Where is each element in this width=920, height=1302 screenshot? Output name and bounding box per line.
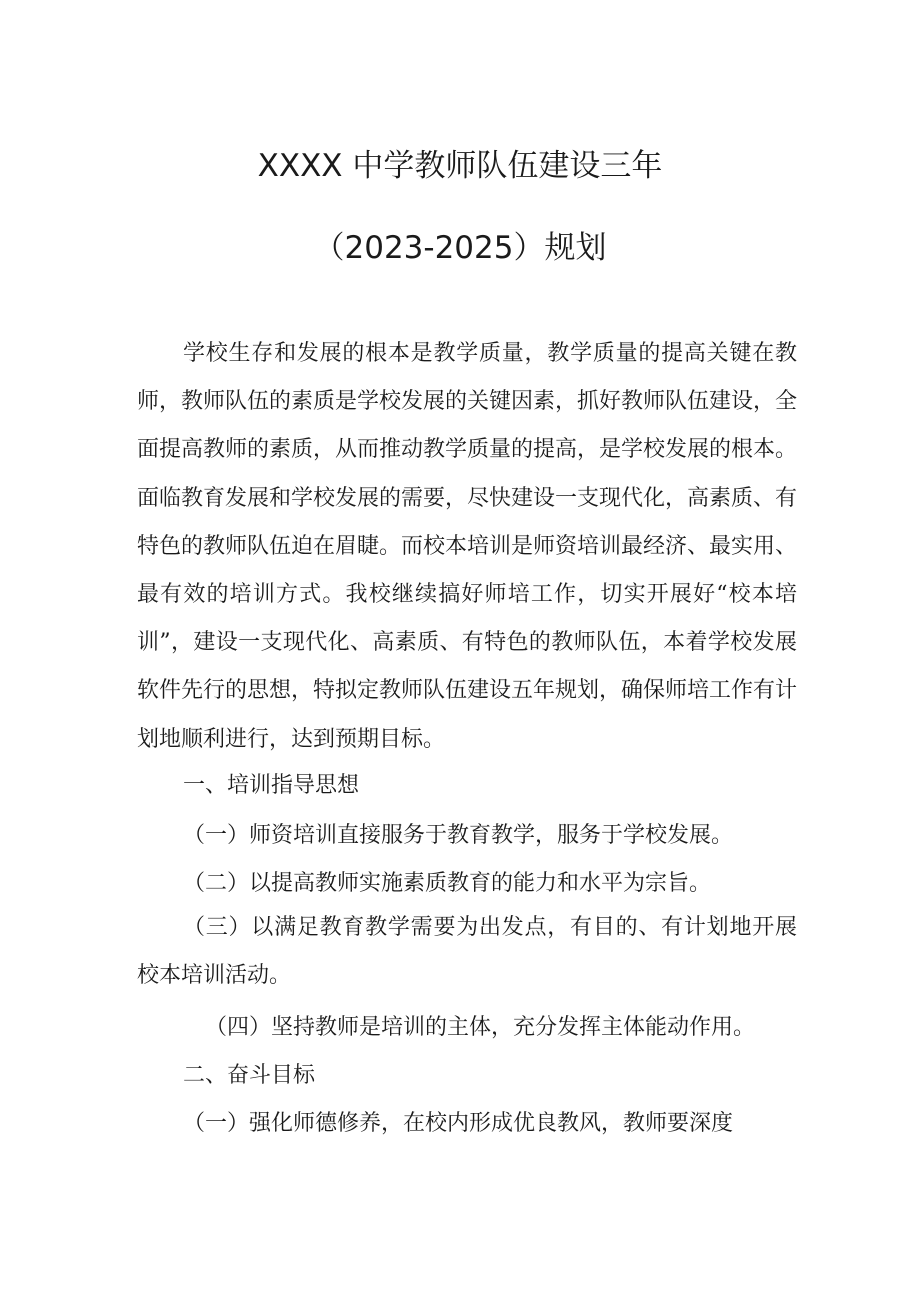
intro-paragraph: 学校生存和发展的根本是教学质量，教学质量的提高关键在教师，教师队伍的素质是学校发展的关键因素，抓好教师队伍建设，全面提高教师的素质，从而推动教学质量的提高，是学校发展的根本。面临教育发展和学校发展的需要，尽快建设一支现代化，高素质、有特色的教师队伍迫在眉睫。而校本培训是师资培训最经济、最实用、最有效的培训方式。我校继续搞好师培工作，切实开展好“校本培训”，建设一支现代化、高素质、有特色的教师队伍，本着学校发展软件先行的思想，特拟定教师队伍建设五年规划，确保师培工作有计划地顺利进行，达到预期目标。 <box>137 341 798 752</box>
section1-item-2: （二）以提高教师实施素质教育的能力和水平为宗旨。 <box>183 871 712 896</box>
section2-heading: 二、奋斗目标 <box>183 1063 316 1088</box>
section2-item-1: （一）强化师德修养，在校内形成优良教风，教师要深度 <box>183 1111 734 1136</box>
document-title-line1: XXXX 中学教师队伍建设三年 <box>257 148 663 184</box>
section1-item-1: （一）师资培训直接服务于教育教学，服务于学校发展。 <box>183 823 734 848</box>
section1-heading: 一、培训指导思想 <box>183 773 360 798</box>
document-title-line2: （2023-2025）规划 <box>313 230 607 266</box>
section1-item-3: （三）以满足教育教学需要为出发点，有目的、有计划地开展校本培训活动。 <box>137 915 797 988</box>
section1-item-4: （四）坚持教师是培训的主体，充分发挥主体能动作用。 <box>205 1015 756 1040</box>
